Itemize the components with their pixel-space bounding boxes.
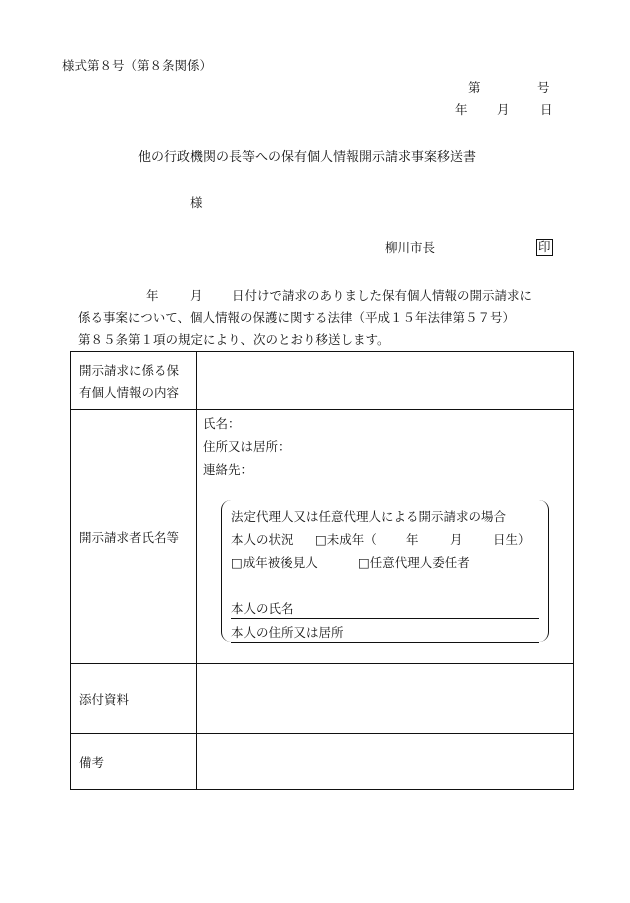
label-info-content [71,352,197,410]
label-info-content-line-2: 有個人情報の内容 [79,385,180,400]
table-row-remarks [71,734,574,790]
date-month: 月 [497,102,510,117]
birth-day: 日生） [493,532,531,547]
transfer-table [70,351,574,790]
principal-name-label: 本人の氏名 [231,601,294,616]
table-row-requester [71,410,574,664]
body-line-2: 係る事案について、個人情報の保護に関する法律（平成１５年法律第５７号） [78,310,516,325]
requester-name-label: 氏名： [203,416,241,431]
label-remarks: 備考 [71,734,197,790]
birth-month: 月 [450,532,463,547]
principal-address-label: 本人の住所又は居所 [231,625,344,640]
table-row-info-content [71,352,574,410]
label-requester: 開示請求者氏名等 [71,410,197,664]
body-line-3: 第８５条第１項の規定により、次のとおり移送します。 [78,332,390,347]
proxy-title: 法定代理人又は任意代理人による開示請求の場合 [231,509,507,524]
value-requester [197,410,574,664]
table-row-attachments [71,664,574,734]
requester-address-label: 住所又は居所： [203,439,291,454]
birth-year: 年 [406,532,419,547]
principal-address-underline[interactable] [231,642,539,643]
addressee-suffix: 様 [190,195,203,210]
form-number: 様式第８号（第８条関係） [62,58,213,73]
body-month: 月 [190,288,203,303]
value-info-content[interactable] [197,352,574,410]
date-year: 年 [455,102,468,117]
document-number-suffix: 号 [537,80,550,95]
requester-contact-label: 連絡先： [203,462,254,477]
value-attachments[interactable] [197,664,574,734]
date-day: 日 [540,102,553,117]
body-line-1: 日付けで請求のありました保有個人情報の開示請求に [232,288,533,303]
label-attachments: 添付資料 [71,664,197,734]
principal-name-underline[interactable] [231,618,539,619]
adult-guardian-checkbox[interactable]: □成年被後見人 [231,555,318,570]
document-title: 他の行政機関の長等への保有個人情報開示請求事案移送書 [138,150,477,165]
principal-status-label: 本人の状況 [231,532,294,547]
body-year: 年 [146,288,159,303]
sender-name: 柳川市長 [385,240,436,255]
label-info-content-line-1: 開示請求に係る保 [79,363,180,378]
document-number-prefix: 第 [468,80,481,95]
seal-mark: 印 [538,239,551,254]
voluntary-proxy-checkbox[interactable]: □任意代理人委任者 [358,555,470,570]
value-remarks[interactable] [197,734,574,790]
minor-checkbox[interactable]: □未成年（ [315,532,377,547]
